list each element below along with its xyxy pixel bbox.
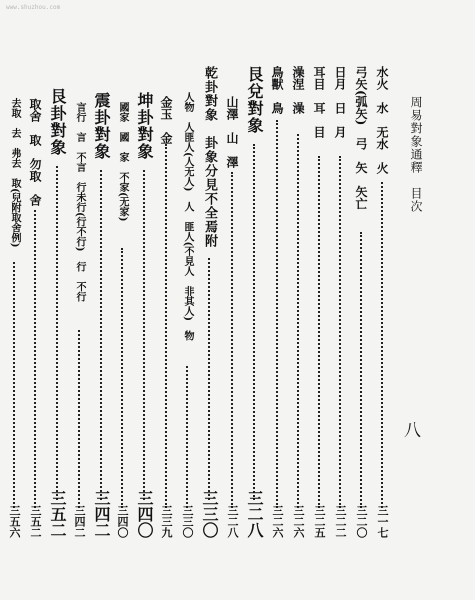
dot-leader: [208, 258, 210, 500]
dot-leader: [34, 210, 36, 508]
entry-text: 山澤 山 澤: [225, 96, 239, 168]
section-heading: 乾卦對象 卦象分見不全焉附: [202, 66, 217, 248]
entry-text: 言行 言 不言 行未行(行不行) 行 不行: [74, 102, 85, 302]
dot-leader: [56, 166, 58, 500]
toc-entry: [350, 0, 372, 600]
entry-text: 國家 國 家 不家(无家): [117, 102, 128, 222]
entry-page: 三三〇: [200, 490, 219, 538]
dot-leader: [13, 262, 15, 508]
dot-leader: [100, 170, 102, 500]
page-number: 八: [404, 421, 421, 441]
entry-page: 三四二: [92, 490, 111, 538]
toc-entry: [308, 0, 330, 600]
toc-entry: [24, 0, 46, 600]
toc-entry: [266, 0, 288, 600]
entry-page: 三二二: [334, 505, 347, 538]
entry-text: 去取 去 弗去 取(兒附取舍例): [9, 98, 20, 248]
entry-page: 三二五: [313, 505, 326, 538]
dot-leader: [297, 134, 299, 508]
dot-leader: [186, 366, 188, 508]
dot-leader: [339, 156, 341, 508]
section-heading: 艮兌對象: [245, 66, 264, 134]
dot-leader: [253, 144, 255, 500]
entry-page: 三二八: [245, 490, 264, 538]
dot-leader: [121, 248, 123, 508]
entry-page: 三二八: [226, 505, 239, 538]
entry-page: 三五二: [48, 490, 67, 538]
section-heading: 震卦對象: [92, 92, 111, 160]
toc-entry: [221, 0, 243, 600]
entry-page: 三二六: [292, 505, 305, 538]
entry-text: 弓矢(弧矢) 弓 矢 矢亡: [354, 66, 368, 210]
toc-entry: [111, 0, 133, 600]
toc-entry: [176, 0, 198, 600]
entry-page: 三四二: [73, 505, 86, 538]
entry-text: 人物 人匪人(人无人) 人 匪人(不見人 非其人) 物: [182, 92, 193, 341]
section-heading: 坤卦對象: [135, 92, 154, 160]
entry-text: 鳥獸 鳥: [270, 66, 284, 114]
toc-entry: [287, 0, 309, 600]
entry-page: 三四〇: [116, 505, 129, 538]
entry-text: 日月 日 月: [333, 66, 347, 138]
entry-text: 取舍 取 勿取 舍: [28, 98, 42, 206]
dot-leader: [276, 120, 278, 508]
section-heading: 艮卦對象: [48, 88, 67, 156]
toc-entry: [68, 0, 90, 600]
entry-page: 三五二: [29, 505, 42, 538]
entry-page: 三三〇: [181, 505, 194, 538]
entry-page: 三二六: [271, 505, 284, 538]
toc-entry: [46, 0, 68, 600]
entry-text: 金玉 金: [159, 96, 173, 144]
toc-entry: [3, 0, 25, 600]
entry-text: 耳目 耳 目: [312, 66, 326, 138]
entry-page: 三三九: [160, 505, 173, 538]
toc-entry: [371, 0, 393, 600]
entry-page: 三五六: [8, 505, 21, 538]
dot-leader: [165, 144, 167, 508]
entry-page: 三一七: [376, 505, 389, 538]
dot-leader: [78, 330, 80, 508]
dot-leader: [231, 172, 233, 508]
dot-leader: [143, 170, 145, 500]
entry-text: 澡涅 澡: [291, 66, 305, 114]
dot-leader: [318, 156, 320, 508]
dot-leader: [360, 232, 362, 508]
running-header: 周易對象通釋 目次: [409, 96, 423, 213]
entry-text: 水火 水 无水 火: [375, 66, 389, 174]
toc-entry: [133, 0, 155, 600]
toc-entry: [198, 0, 220, 600]
toc-entry: [90, 0, 112, 600]
watermark: www.shuzhou.com: [6, 4, 61, 11]
toc-entry: [243, 0, 265, 600]
toc-entry: [155, 0, 177, 600]
toc-entry: [329, 0, 351, 600]
entry-page: 三二〇: [355, 505, 368, 538]
dot-leader: [381, 182, 383, 508]
entry-page: 三四〇: [135, 490, 154, 538]
